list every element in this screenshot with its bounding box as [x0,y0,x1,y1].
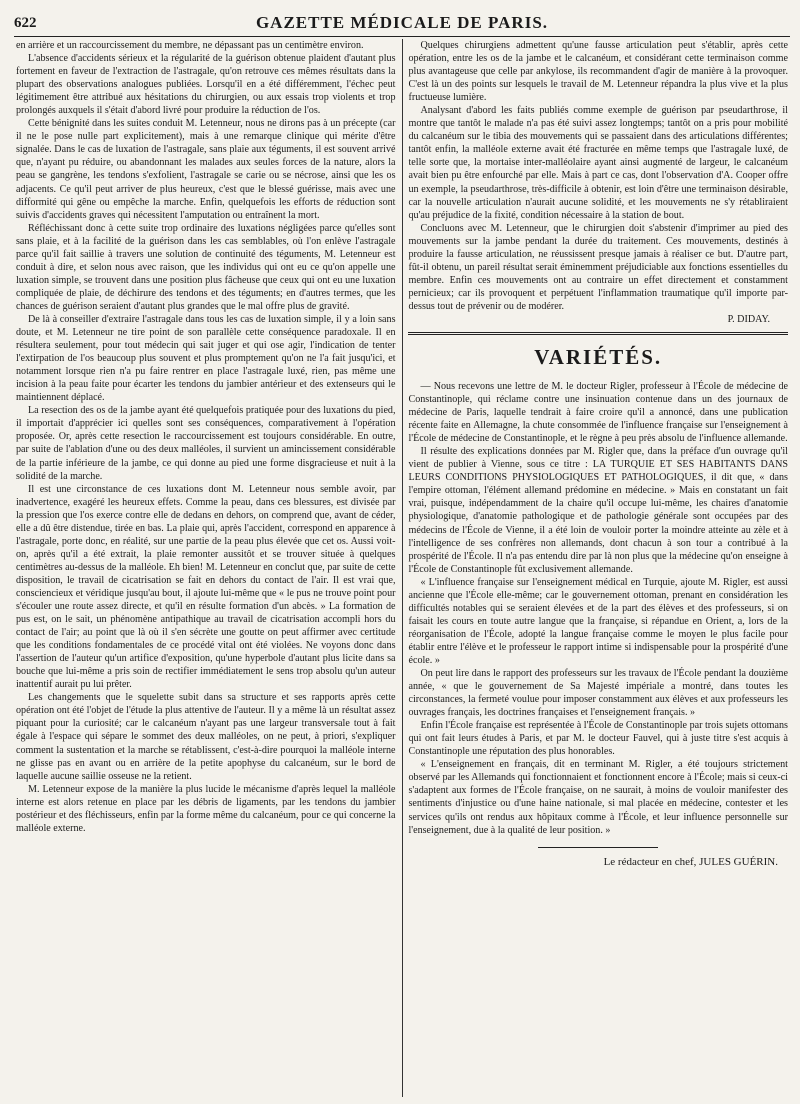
columns [14,39,790,1097]
paragraph: en arrière et un raccourcissement du membre, ne dépassant pas un centimètre environ. [16,40,364,51]
paragraph: « L'influence française sur l'enseignement médical en Turquie, ajoute M. Rigler, est aussi ancienne que l'École elle-même; car le gouvernement ottoman, prenant en considération les difficultés notables qui se seraient élevées et de la part des élèves et des professeurs, si on faisait les cours en toute autre langue que la française, si répandue en Orient, a, lors de la réorganisation de l'École, adopté la langue française comme le moyen le plus facile pour établir entre l'élève et le professeur le rapport intime si indispensable pour la prospérité d'une école. » [408,576,788,666]
page-header [14,10,790,37]
journal-title: GAZETTE MÉDICALE DE PARIS. [255,13,549,32]
paragraph: « L'enseignement en français, dit en terminant M. Rigler, a été toujours strictement observé par les Allemands qui fonctionnaient et fonctionnent encore à l'École; mais si ceux-ci s'adaptent aux formes de l'École française, on ne saurait, à moins de vouloir manifester des sentiments d'injustice ou d'une haine nationale, si mal placée en médecine, contester et les services qu'ils ont rendus aux hôpitaux comme à l'École, et leur influence personnelle sur l'enseignement, due à la qualité de leur position. » [408,759,788,836]
page-number: 622 [14,14,37,31]
paragraph: De là à conseiller d'extraire l'astragale dans tous les cas de luxation simple, il y a loin sans doute, et M. Letenneur ne tire point de son parallèle cette conséquence paradoxale. Il en résultera seulement, pour tout médecin qui sait juger et qui ose agir, l'indication de tenter l'extirpation de l'os beaucoup plus souvent et plus promptement qu'on ne l'a fait jusqu'ici, et notamment lorsque rien n'a pu faire rentrer en place l'astragale luxé, rien, pas même une incision à la peau faite pour écarter les tendons du jambier antérieur et des extenseurs qui le maintiennent déplacé. [16,313,396,404]
editor-line: Le rédacteur en chef, JULES GUÉRIN. [603,855,778,868]
paragraph: La resection des os de la jambe ayant été quelquefois pratiquée pour des luxations du pied, il importait d'apprécier ici quelles sont ses conséquences, comparativement à l'opération proposée. Or, après cette resection le raccourcissement est toujours considérable. En outre, par suite de l'ablation d'une ou des deux malléoles, il survient un amincissement considérable de la partie inférieure de la jambe, ce qui donne au pied une forme disgracieuse et nuit à la solidité de la marche. [16,405,396,482]
paragraph: M. Letenneur expose de la manière la plus lucide le mécanisme d'après lequel la malléole interne est alors retenue en place par les débris de ligaments, par les tendons du jambier postérieur et des fléchisseurs, enfin par la forme même du calcanéum, pour ce qui concerne la malléole externe. [16,783,396,834]
paragraph: Enfin l'École française est représentée à l'École de Constantinople par trois sujets ottomans qui ont fait leurs études à Paris, et par M. le docteur Fauvel, qui à juste titre s'est acquis à Constantinople une réputation des plus honorables. [408,720,788,758]
paragraph: Les changements que le squelette subit dans sa structure et ses rapports après cette opération ont été l'objet de l'étude la plus attentive de l'auteur. Il y a même là un résultat assez piquant pour la curiosité; car le calcanéum n'ayant pas une largeur transversale tout à fait égale à l'espace qui sépare le sommet des deux malléoles, on ne peut, à priori, s'expliquer comment la sustentation et la marche se rétablissent, c'est-à-dire pourquoi la malléole interne ne glisse pas en avant ou en arrière de la petite apophyse du calcanéum, sur le bord de laquelle aucune saillie osseuse ne la retient. [16,692,396,782]
paragraph: L'absence d'accidents sérieux et la régularité de la guérison obtenue plaident d'autant plus fortement en faveur de l'extraction de l'astragale, qu'on retrouve ces mêmes résultats dans la plupart des observations analogues publiées. Lorsqu'il en a été différemment, l'échec peut légitimement être attribué aux hésitations du chirurgien, ou aux essais trop violents et trop prolongés auxquels il s'était d'abord livré pour produire la réduction de l'os. [16,53,396,117]
varietes-section [408,380,788,837]
paragraph: — Nous recevons une lettre de M. le docteur Rigler, professeur à l'École de médecine de Constantinople, qui réclame contre une insinuation contenue dans un des journaux de médecine de Paris, laquelle tendrait à faire croire qu'il a annoncé, dans une publication récente faite en Allemagne, la chute consommée de l'influence française sur l'enseignement à l'École de médecine de Constantinople, et le règne à peu près absolu de l'influence allemande. [408,380,788,445]
section-separator [408,332,788,335]
author-signature: P. DIDAY. [727,313,770,325]
paragraph: Cette bénignité dans les suites conduit M. Letenneur, nous ne dirons pas à un précepte (car il ne le pose nulle part explicitement), mais à une remarque clinique qui mérite d'être signalée. Dans le cas de luxation de l'astragale, sans plaie aux téguments, il est souvent arrivé que, n'ayant pu réduire, ou abandonnant les malades aux seules forces de la nature, alors la peau se gangrène, les tendons s'exfolient, l'astragale se carie ou se nécrose, ainsi que les os adjacents. Ce qu'il peut arriver de plus heureux, c'est que le blessé guérisse, mais avec une difformité qui gêne ou empêche la marche. Enfin, quelquefois les efforts de réduction sont suivis d'accidents graves qui nécessitent l'amputation ou entraînent la mort. [16,118,396,221]
section-title: VARIÉTÉS. [534,344,663,369]
paragraph: Concluons avec M. Letenneur, que le chirurgien doit s'abstenir d'imprimer au pied des mouvements sur la jambe pendant la durée du traitement. Ces mouvements, destinés à produire la fausse articulation, ne réussissent presque jamais à réaliser ce but. D'autre part, fût-il obtenu, un pareil résultat serait éminemment préjudiciable aux fonctions essentielles du membre. Enfin ces mouvements ont au contraire un effet directement et constamment pernicieux; car ils provoquent et perpétuent l'inflammation traumatique qu'il importe par-dessus tout de prévenir ou de modérer. [408,222,788,312]
column-divider [402,39,403,1097]
left-column [14,39,398,1097]
paragraph: On peut lire dans le rapport des professeurs sur les travaux de l'École pendant la douzième année, « que le gouvernement de Sa Majesté impériale a montré, dans toutes les circonstances, la fermeté voulue pour imposer constamment aux élèves et aux professeurs les ouvrages français, les doctrines françaises et l'enseignement français. » [408,668,788,719]
paragraph: Analysant d'abord les faits publiés comme exemple de guérison par pseudarthrose, il montre que tantôt le malade n'a pas été suivi assez longtemps; tantôt on a pris pour mobilité du calcanéum sur le tibia des mouvements qui se passaient dans des articulations différentes; tantôt enfin, la malléole externe avait été fracturée en même temps que l'astragale luxé, de telle sorte que, la mortaise inter-malléolaire ayant ainsi augmenté de largeur, le calcanéum avait bien pu être enfourché par elle. Mais à part ce cas, dont l'observation d'A. Cooper offre un exemple, la pseudarthrose, très-difficile à obtenir, est loin d'être une terminaison désirable, car la nouvelle articulation n'aurait aucune solidité, et les mouvements ne s'y rétabliraient qu'au préjudice de la fixité, condition nécessaire à la station de bout. [408,105,788,221]
paragraph: Il est une circonstance de ces luxations dont M. Letenneur nous semble avoir, par inadvertence, exagéré les heureux effets. Comme la peau, dans ces blessures, est divisée par la pression que l'os exerce contre elle de dedans en dehors, on comprend que, avant de céder, elle a dû être distendue, tirée en bas. La plaie qui, après l'accident, correspond en apparence à l'astragale, porte donc, en réalité, sur une partie de la peau plus élevée que cet os. Aussi voit-on, après qu'il a été extrait, la plaie remonter aussitôt et se trouver située à quelques centimètres au-dessus de la malléole. Eh bien! M. Letenneur en conclut que, par suite de cette disposition, le travail de cicatrisation se fait en dehors du contact de l'air. Il est vrai que, consciencieux et véridique jusqu'au bout, il ajoute lui-même que « le pus ne trouve point pour s'écouler une route assez directe, et qu'il en résulte formation d'un abcès. » La formation de pus est, on le sait, un phénomène antipathique au travail de cicatrisation accompli hors du contact de l'air; au point que là où il s'en sécrète une goutte on peut affirmer avec certitude que les conditions fondamentales de ce procédé vital ont été violées. Ne voyons donc dans l'assertion de l'auteur qu'un artifice d'exposition, qu'une hyperbole d'autant plus licite dans sa bouche que lui-même a pris soin de rectifier immédiatement le sens trop absolu qu'un auteur inattentif aurait pu lui prêter. [16,483,396,691]
paragraph: Quelques chirurgiens admettent qu'une fausse articulation peut s'établir, après cette opération, entre les os de la jambe et le calcanéum, et considérant cette terminaison comme plus avantageuse que celle par ankylose, ils recommandent d'agir de manière à la provoquer. C'est là un des points sur lesquels le travail de M. Letenneur répandra la plus vive et la plus fructueuse lumière. [408,40,788,104]
newspaper-page [14,10,790,1098]
right-column [406,39,790,1097]
end-rule [538,847,658,848]
paragraph: Réfléchissant donc à cette suite trop ordinaire des luxations négligées parce qu'elles sont sans plaie, et à la facilité de la guérison dans les cas semblables, où l'on enlève l'astragale parce qu'il fait saillie à travers une solution de continuité des téguments, M. Letenneur est conduit à dire, et selon nous avec raison, que les individus qui ont eu ce qu'on appelle une luxation simple, se trouvent dans une position plus fâcheuse que ceux qui ont eu une luxation compliquée de plaie, de déchirure des tendons et des téguments; en d'autres termes, que les chances de guérison seraient d'autant plus grandes que le mal offre plus de gravité. [16,222,396,312]
paragraph: Il résulte des explications données par M. Rigler que, dans la préface d'un ouvrage qu'il vient de publier à Vienne, sous ce titre : LA TURQUIE ET SES HABITANTS DANS LEURS CONDITIONS PHYSIOLOGIQUES ET PATHOLOGIQUES, il dit que, « dans l'empire ottoman, l'élément allemand prédomine en médecine. » Mais en constatant un fait vrai, puisque, indépendamment de la chaire qu'il occupe lui-même, les chaires d'anatomie physiologique, d'anatomie pathologique et de pathologie générale sont occupées par des médecins de l'École de Vienne, il a été loin de vouloir porter la moindre atteinte au zèle et à l'intelligence de ses confrères non allemands, dont chacun à son tour a contribué à la prospérité de l'École. Il n'a pas entendu dire par là non plus que la médecine qu'on enseigne à l'École de Constantinople fût exclusivement allemande. [408,446,788,575]
